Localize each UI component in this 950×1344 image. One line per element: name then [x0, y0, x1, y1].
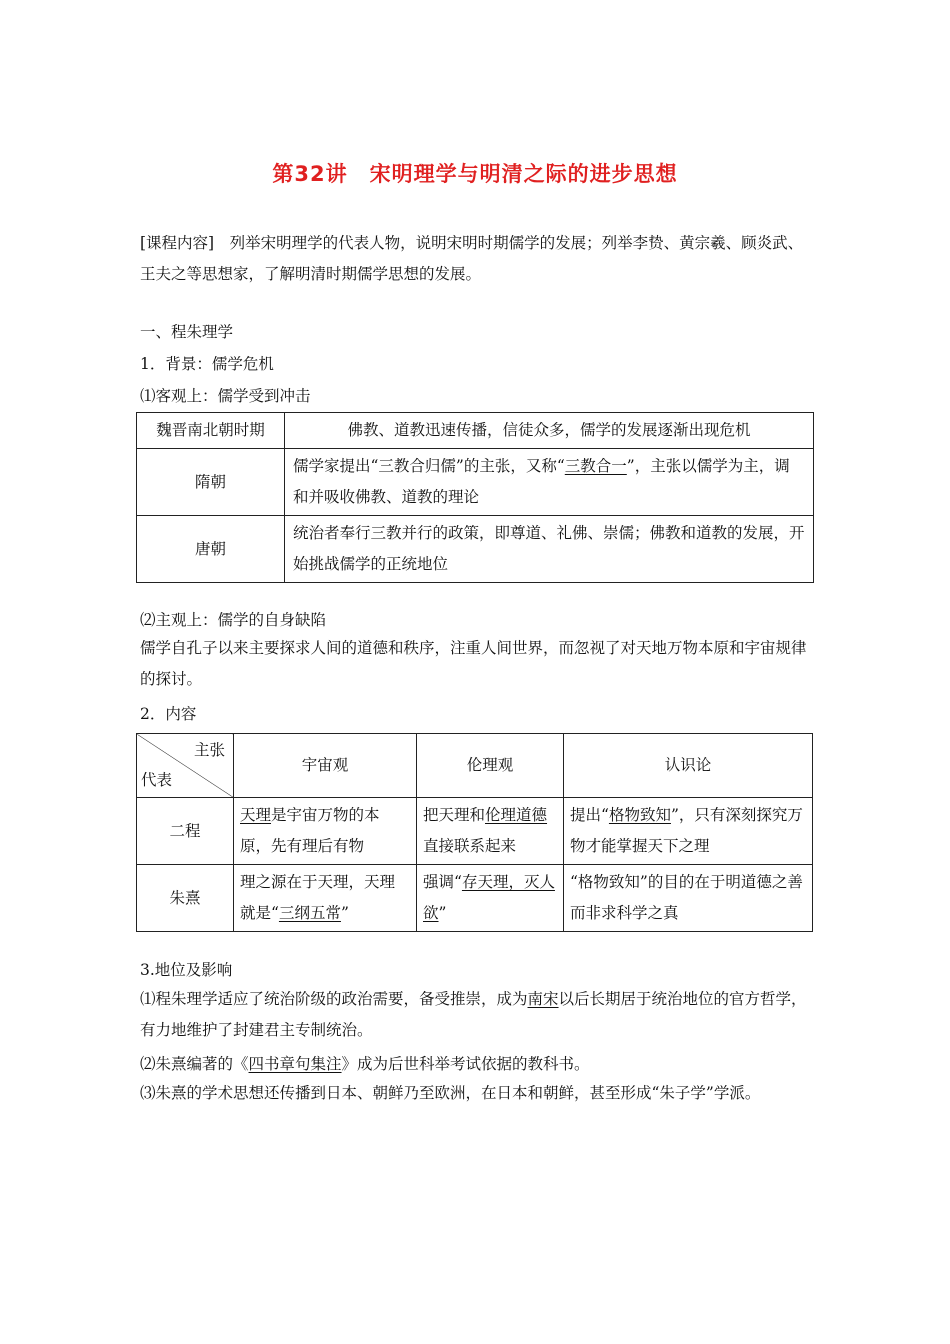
- desc-text: 儒学家提出“三教合归儒”的主张，又称“: [293, 457, 565, 475]
- status-text: ⑴程朱理学适应了统治阶级的政治需要，备受推崇，成为: [140, 990, 528, 1008]
- name-cell: 二程: [137, 798, 234, 865]
- status-heading: 3.地位及影响: [140, 961, 233, 979]
- background-heading: 1．背景：儒学危机: [140, 355, 274, 373]
- corner-top-label: 主张: [193, 740, 225, 759]
- course-text: 列举宋明理学的代表人物，说明宋明时期儒学的发展；列举李贽、黄宗羲、顾炎武、王夫之等思想家，了解明清时期儒学思想的发展。: [140, 234, 804, 283]
- status-text: 》成为后世科举考试依据的教科书。: [341, 1055, 590, 1073]
- objective-heading: ⑴客观上：儒学受到冲击: [140, 387, 311, 405]
- ethics-cell: [417, 865, 564, 932]
- subjective-text: 儒学自孔子以来主要探求人间的道德和秩序，注重人间世界，而忽视了对天地万物本原和宇宙规律的探讨。: [140, 639, 807, 688]
- status-item-3: ⑶朱熹的学术思想还传播到日本、朝鲜乃至欧洲，在日本和朝鲜，甚至形成“朱子学”学派。: [140, 1084, 761, 1102]
- underlined-term: 伦理道德: [485, 806, 548, 824]
- table-row: [137, 798, 813, 865]
- cell-text: 理之源在于天理，天理就是“: [240, 873, 396, 922]
- ethics-cell: [417, 798, 564, 865]
- subjective-heading: ⑵主观上：儒学的自身缺陷: [140, 611, 327, 629]
- cell-text: 提出“: [570, 806, 609, 824]
- cell-text: 直接联系起来: [423, 837, 517, 855]
- period-cell: 隋朝: [137, 449, 285, 516]
- cell-text: 是宇宙万物的本原，先有理后有物: [240, 806, 380, 855]
- table-row: [137, 449, 814, 516]
- header-cell: 伦理观: [417, 734, 564, 798]
- underlined-term: 存天理，灭人欲: [423, 873, 555, 922]
- period-cell: 魏晋南北朝时期: [137, 413, 285, 449]
- section-heading: 一、程朱理学: [140, 323, 234, 341]
- desc-cell: 统治者奉行三教并行的政策，即尊道、礼佛、崇儒；佛教和道教的发展，开始挑战儒学的正统地位: [285, 516, 814, 583]
- table-row: [137, 516, 814, 583]
- cell-text: ”，只有深刻探究万物才能掌握天下之理: [570, 806, 803, 855]
- content-heading: 2．内容: [140, 705, 197, 723]
- epistemology-cell: “格物致知”的目的在于明道德之善而非求科学之真: [564, 865, 813, 932]
- header-cell: 宇宙观: [234, 734, 417, 798]
- status-text: 以后长期居于统治地位的官方哲学，有力地维护了封建君主专制统治。: [140, 990, 807, 1039]
- status-item-2: [140, 1054, 590, 1074]
- underlined-term: 四书章句集注: [248, 1055, 342, 1073]
- cosmology-cell: [234, 865, 417, 932]
- cell-text: 把天理和: [423, 806, 486, 824]
- header-cell: 认识论: [564, 734, 813, 798]
- underlined-term: 三纲五常: [278, 904, 341, 922]
- underlined-term: 南宋: [527, 990, 559, 1008]
- cell-text: ”: [340, 904, 349, 922]
- course-label: [课程内容]: [140, 234, 215, 252]
- underlined-term: 格物致知: [608, 806, 671, 824]
- cell-text: ”: [438, 904, 447, 922]
- table-row: [137, 865, 813, 932]
- epistemology-cell: [564, 798, 813, 865]
- crisis-table: [136, 412, 814, 583]
- table-row: [137, 413, 814, 449]
- status-item-1: [140, 984, 812, 1046]
- content-table: [136, 733, 813, 932]
- desc-text: ”，主张以儒学为主，调和并吸收佛教、道教的理论: [293, 457, 790, 506]
- desc-cell: [285, 449, 814, 516]
- table-row: [137, 734, 813, 798]
- status-text: ⑵朱熹编著的《: [140, 1055, 249, 1073]
- desc-cell: 佛教、道教迅速传播，信徒众多，儒学的发展逐渐出现危机: [285, 413, 814, 449]
- page-title: 第32讲 宋明理学与明清之际的进步思想: [272, 162, 678, 186]
- cosmology-cell: [234, 798, 417, 865]
- cell-text: 强调“: [423, 873, 462, 891]
- name-cell: 朱熹: [137, 865, 234, 932]
- period-cell: 唐朝: [137, 516, 285, 583]
- underlined-term: 天理: [240, 806, 272, 824]
- corner-bottom-label: 代表: [141, 770, 173, 789]
- underlined-term: 三教合一: [564, 457, 627, 475]
- corner-cell: [137, 734, 234, 798]
- course-content: [140, 228, 812, 290]
